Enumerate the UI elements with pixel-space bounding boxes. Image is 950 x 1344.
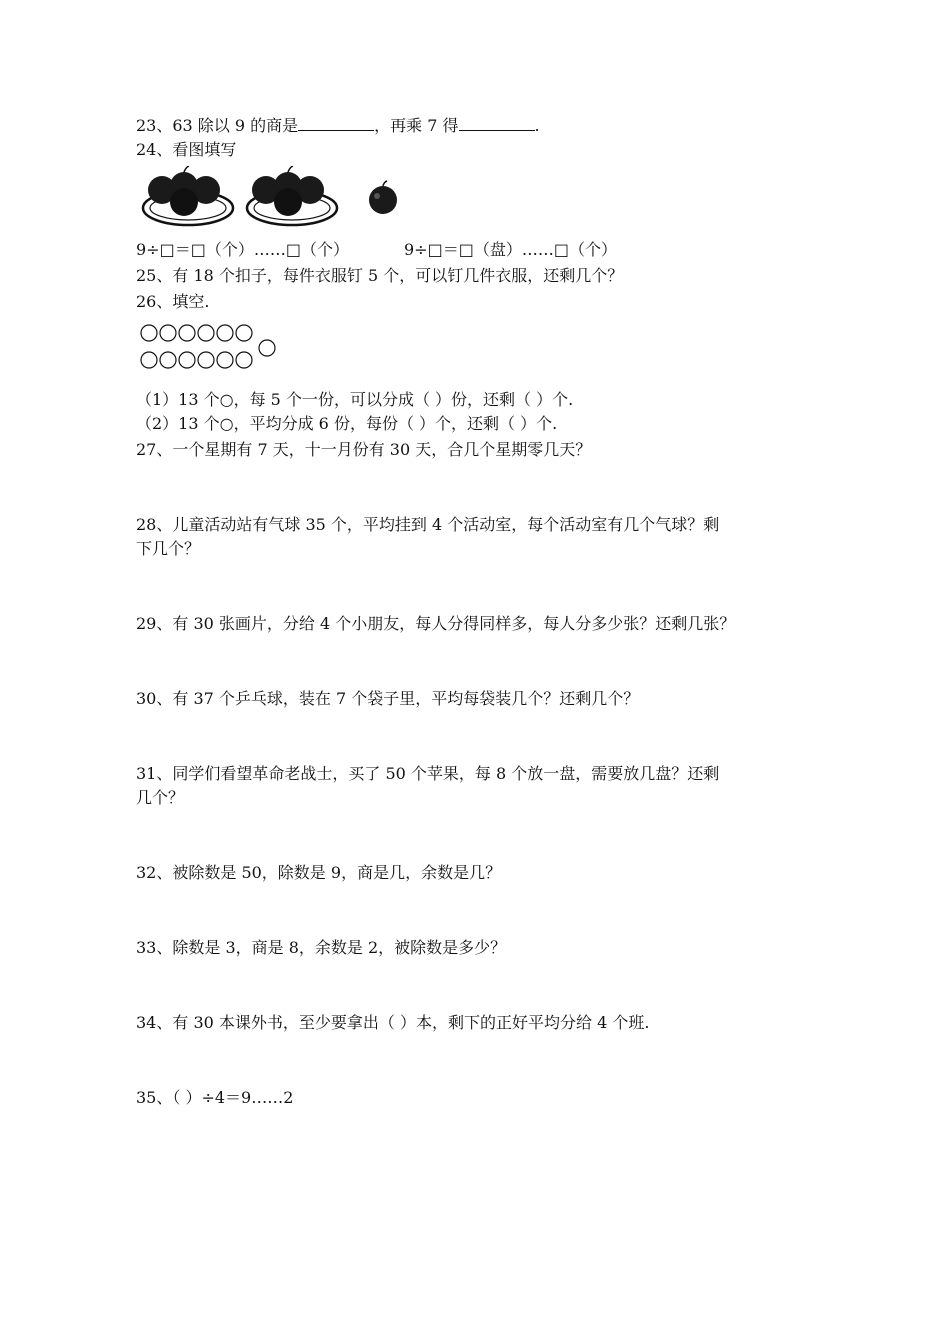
circles-illustration — [140, 324, 280, 374]
circle-r2-6 — [236, 352, 252, 368]
apple-plates-illustration — [140, 166, 410, 228]
circle-r2-4 — [198, 352, 214, 368]
q28-line2: 下几个？ — [136, 539, 201, 558]
q23-line — [136, 116, 540, 136]
q33-text: 33、除数是 3，商是 8，余数是 2，被除数是多少？ — [136, 938, 507, 957]
circle-r2-3 — [179, 352, 195, 368]
q23-blank-1[interactable] — [298, 116, 374, 131]
q23-prefix: 23、63 除以 9 的商是 — [136, 116, 299, 135]
loose-apple — [369, 181, 397, 214]
circle-r2-2 — [160, 352, 176, 368]
circle-r2-7 — [259, 340, 275, 356]
q24-equation-left: 9÷□＝□（个）……□（个） — [136, 240, 349, 259]
circle-r1-2 — [160, 325, 176, 341]
circle-r1-6 — [236, 325, 252, 341]
q26-sub2: （2）13 个○，平均分成 6 份，每份（ ）个，还剩（ ）个. — [136, 414, 558, 433]
q24-title: 24、看图填写 — [136, 140, 237, 159]
q23-suffix: . — [534, 116, 540, 135]
circle-r1-5 — [217, 325, 233, 341]
circle-r1-4 — [198, 325, 214, 341]
circle-r2-1 — [141, 352, 157, 368]
apple-plate-1 — [143, 166, 233, 225]
circle-r1-1 — [141, 325, 157, 341]
q25-text: 25、有 18 个扣子，每件衣服钉 5 个，可以钉几件衣服，还剩几个？ — [136, 266, 624, 285]
q34-text: 34、有 30 本课外书，至少要拿出（ ）本，剩下的正好平均分给 4 个班. — [136, 1013, 650, 1032]
q26-title: 26、填空. — [136, 292, 210, 311]
q31-line2: 几个？ — [136, 788, 185, 807]
apple-plate-2 — [247, 166, 337, 225]
circle-r1-3 — [179, 325, 195, 341]
q29-text: 29、有 30 张画片，分给 4 个小朋友，每人分得同样多，每人分多少张？还剩几张？ — [136, 614, 736, 633]
q32-text: 32、被除数是 50，除数是 9，商是几，余数是几？ — [136, 863, 502, 882]
q27-text: 27、一个星期有 7 天，十一月份有 30 天，合几个星期零几天？ — [136, 440, 592, 459]
q26-sub1: （1）13 个○，每 5 个一份，可以分成（ ）份，还剩（ ）个. — [136, 390, 574, 409]
circles-figure — [140, 324, 280, 378]
q31-line1: 31、同学们看望革命老战士，买了 50 个苹果，每 8 个放一盘，需要放几盘？还剩 — [136, 764, 720, 783]
q24-equation-right: 9÷□＝□（盘）……□（个） — [404, 240, 617, 259]
q23-middle: ，再乘 7 得 — [374, 116, 459, 135]
q23-blank-2[interactable] — [459, 116, 535, 131]
q35-text: 35、（ ）÷4＝9……2 — [136, 1088, 294, 1107]
q30-text: 30、有 37 个乒乓球，装在 7 个袋子里，平均每袋装几个？还剩几个？ — [136, 689, 640, 708]
q28-line1: 28、儿童活动站有气球 35 个，平均挂到 4 个活动室，每个活动室有几个气球？剩 — [136, 515, 720, 534]
circle-r2-5 — [217, 352, 233, 368]
apple-plates-figure — [140, 166, 410, 232]
